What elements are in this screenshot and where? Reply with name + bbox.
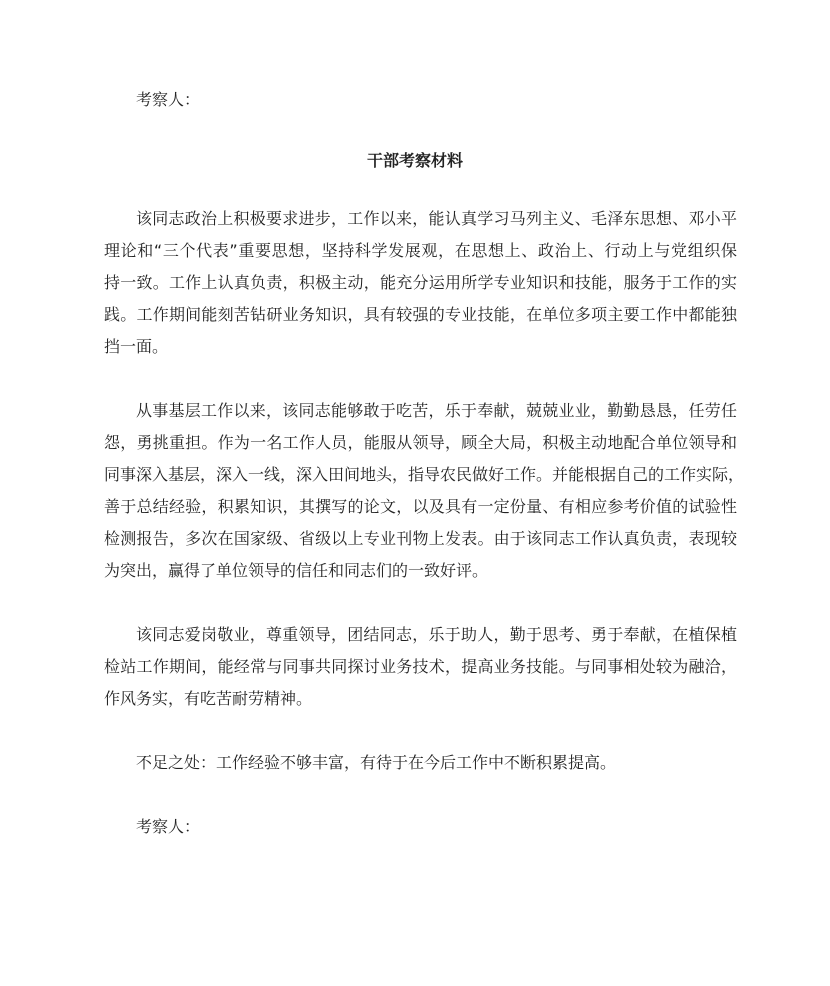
- paragraph-2-line: 善于总结经验，积累知识，其撰写的论文，以及具有一定份量、有相应参考价值的试验性: [104, 497, 737, 516]
- paragraph-3-line: 作风务实，有吃苦耐劳精神。: [104, 689, 313, 708]
- paragraph-2-line: 从事基层工作以来，该同志能够敢于吃苦，乐于奉献，兢兢业业，勤勤恳恳，任劳任: [136, 401, 737, 420]
- paragraph-1-line: 理论和“三个代表”重要思想，坚持科学发展观，在思想上、政治上、行动上与党组织保: [104, 241, 737, 260]
- paragraph-2-line: 同事深入基层，深入一线，深入田间地头，指导农民做好工作。并能根据自己的工作实际，: [104, 465, 745, 484]
- paragraph-1-line: 践。工作期间能刻苦钻研业务知识，具有较强的专业技能，在单位多项主要工作中都能独: [104, 305, 737, 324]
- paragraph-3-line: 该同志爱岗敬业，尊重领导，团结同志，乐于助人，勤于思考、勇于奉献，在植保植: [136, 625, 737, 644]
- paragraph-2-line: 怨，勇挑重担。作为一名工作人员，能服从领导，顾全大局，积极主动地配合单位领导和: [104, 433, 737, 452]
- paragraph-3-line: 检站工作期间，能经常与同事共同探讨业务技术，提高业务技能。与同事相处较为融洽，: [104, 657, 737, 676]
- paragraph-2-line: 为突出，赢得了单位领导的信任和同志们的一致好评。: [104, 561, 489, 580]
- inspector-label-bottom: 考察人：: [136, 817, 201, 836]
- paragraph-1-line: 该同志政治上积极要求进步，工作以来，能认真学习马列主义、毛泽东思想、邓小平: [136, 209, 737, 228]
- paragraph-1-line: 持一致。工作上认真负责，积极主动，能充分运用所学专业知识和技能，服务于工作的实: [104, 273, 737, 292]
- paragraph-2-line: 检测报告，多次在国家级、省级以上专业刊物上发表。由于该同志工作认真负责，表现较: [104, 529, 737, 548]
- paragraph-4-line: 不足之处：工作经验不够丰富，有待于在今后工作中不断积累提高。: [136, 753, 617, 772]
- paragraph-1-line: 挡一面。: [104, 337, 169, 356]
- inspector-label-top: 考察人：: [136, 90, 201, 109]
- document-title: 干部考察材料: [366, 151, 463, 170]
